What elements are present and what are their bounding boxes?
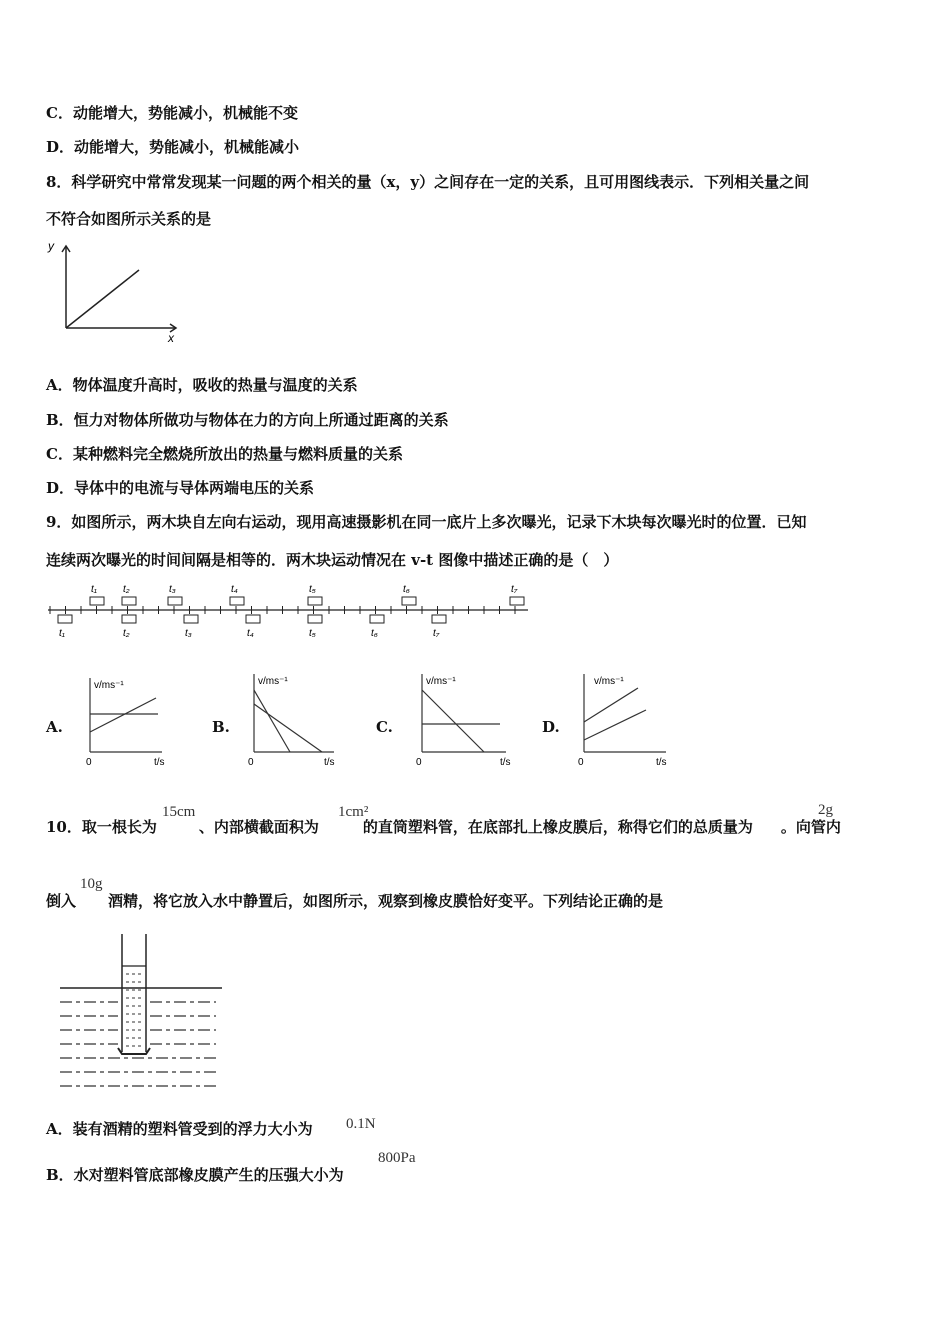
q9-option-c-label: C. — [376, 718, 393, 736]
q9-option-a-label: A. — [46, 718, 63, 736]
q9-graph-c-origin: 0 — [416, 757, 422, 768]
bottom-block-t7-label: t₇ — [433, 628, 440, 639]
q9-option-d-label: D. — [542, 718, 560, 736]
q10-option-b — [46, 1164, 344, 1185]
q9-stem-line1: 9．如图所示，两木块自左向右运动，现用高速摄影机在同一底片上多次曝光，记录下木块每次曝光时的位置．已知 — [46, 513, 807, 531]
q8-graph-xlabel: x — [168, 331, 174, 345]
q10-option-b-value: 800Pa — [378, 1150, 416, 1166]
q9-graph-d-origin: 0 — [578, 757, 584, 768]
bottom-block-t2-label: t₂ — [123, 628, 130, 639]
q10-option-a-value: 0.1N — [346, 1116, 376, 1132]
q10-stem-line2 — [46, 890, 663, 911]
bottom-block-t7-block — [432, 615, 446, 623]
top-block-t3-label: t₃ — [169, 584, 176, 595]
top-block-t7-block — [510, 597, 524, 605]
top-block-t5-label: t₅ — [309, 584, 316, 595]
q10-option-b-text: B．水对塑料管底部橡皮膜产生的压强大小为 — [46, 1166, 344, 1184]
top-block-t2-block — [122, 597, 136, 605]
q10-length-value: 15cm — [162, 804, 196, 820]
top-block-t1-label: t₁ — [91, 584, 97, 595]
q9-graph-a-tlabel: t/s — [154, 757, 165, 768]
q9-graph-a — [80, 672, 170, 772]
q7-option-d: D．动能增大，势能减小，机械能减小 — [46, 138, 300, 156]
q9-bottom-blocks — [58, 615, 446, 639]
q9-graph-d-tlabel: t/s — [656, 757, 667, 768]
bottom-block-t5-label: t₅ — [309, 628, 316, 639]
q10-text-1: 10．取一根长为 — [46, 818, 157, 836]
q10-text-2: 、内部横截面积为 — [198, 818, 319, 836]
q8-option-c: C．某种燃料完全燃烧所放出的热量与燃料质量的关系 — [46, 445, 403, 463]
q10-alcohol-mass: 10g — [80, 876, 103, 892]
bottom-block-t1-label: t₁ — [59, 628, 65, 639]
q8-graph-ylabel: y — [48, 239, 54, 253]
q9-graph-c-vlabel: v/ms⁻¹ — [426, 676, 456, 687]
q7-option-c: C．动能增大，势能减小，机械能不变 — [46, 104, 298, 122]
bottom-block-t5-block — [308, 615, 322, 623]
top-block-t6-label: t₆ — [403, 584, 410, 595]
q8-option-b: B．恒力对物体所做功与物体在力的方向上所通过距离的关系 — [46, 411, 449, 429]
q10-mass-value: 2g — [818, 802, 833, 818]
q9-graph-b-origin: 0 — [248, 757, 254, 768]
q9-top-blocks — [90, 584, 524, 605]
q9-graph-b-tlabel: t/s — [324, 757, 335, 768]
bottom-block-t3-label: t₃ — [185, 628, 192, 639]
q8-stem-line1: 8．科学研究中常常发现某一问题的两个相关的量（x，y）之间存在一定的关系，且可用图线表示．下列相关量之间 — [46, 173, 810, 191]
top-block-t6-block — [402, 597, 416, 605]
top-block-t5-block — [308, 597, 322, 605]
bottom-block-t1-block — [58, 615, 72, 623]
q10-text-3: 的直筒塑料管，在底部扎上橡皮膜后，称得它们的总质量为 — [362, 818, 753, 836]
q8-option-a: A．物体温度升高时，吸收的热量与温度的关系 — [46, 376, 358, 394]
q10-text-6: 酒精，将它放入水中静置后，如图所示，观察到橡皮膜恰好变平。下列结论正确的是 — [108, 892, 664, 910]
top-block-t3-block — [168, 597, 182, 605]
q9-stem-line2: 连续两次曝光的时间间隔是相等的．两木块运动情况在 v-t 图像中描述正确的是（ ） — [46, 551, 619, 569]
q8-xy-graph — [44, 238, 184, 346]
q9-graph-a-vlabel: v/ms⁻¹ — [94, 680, 124, 691]
q9-graph-b — [244, 668, 344, 772]
bottom-block-t6-label: t₆ — [371, 628, 378, 639]
q9-graph-d — [574, 668, 678, 772]
q10-text-5: 倒入 — [46, 892, 77, 910]
q9-graph-a-origin: 0 — [86, 757, 92, 768]
q10-tube-in-water-diagram — [56, 930, 226, 1092]
bottom-block-t4-block — [246, 615, 260, 623]
q10-option-a — [46, 1118, 313, 1139]
q10-text-4: 。向管内 — [780, 818, 841, 836]
q9-graph-c-tlabel: t/s — [500, 757, 511, 768]
q9-graph-c — [410, 668, 520, 772]
top-block-t4-block — [230, 597, 244, 605]
bottom-block-t3-block — [184, 615, 198, 623]
top-block-t7-label: t₇ — [511, 584, 518, 595]
top-block-t2-label: t₂ — [123, 584, 130, 595]
q10-area-value: 1cm² — [338, 804, 369, 820]
q8-option-d: D．导体中的电流与导体两端电压的关系 — [46, 479, 315, 497]
bottom-block-t6-block — [370, 615, 384, 623]
q9-option-b-label: B. — [212, 718, 230, 736]
q9-graph-d-vlabel: v/ms⁻¹ — [594, 676, 624, 687]
top-block-t4-label: t₄ — [231, 584, 238, 595]
q10-option-a-text: A．装有酒精的塑料管受到的浮力大小为 — [46, 1120, 313, 1138]
q9-exposure-diagram — [44, 578, 534, 642]
bottom-block-t4-label: t₄ — [247, 628, 254, 639]
top-block-t1-block — [90, 597, 104, 605]
bottom-block-t2-block — [122, 615, 136, 623]
q9-graph-b-vlabel: v/ms⁻¹ — [258, 676, 288, 687]
q8-stem-line2: 不符合如图所示关系的是 — [46, 210, 212, 228]
